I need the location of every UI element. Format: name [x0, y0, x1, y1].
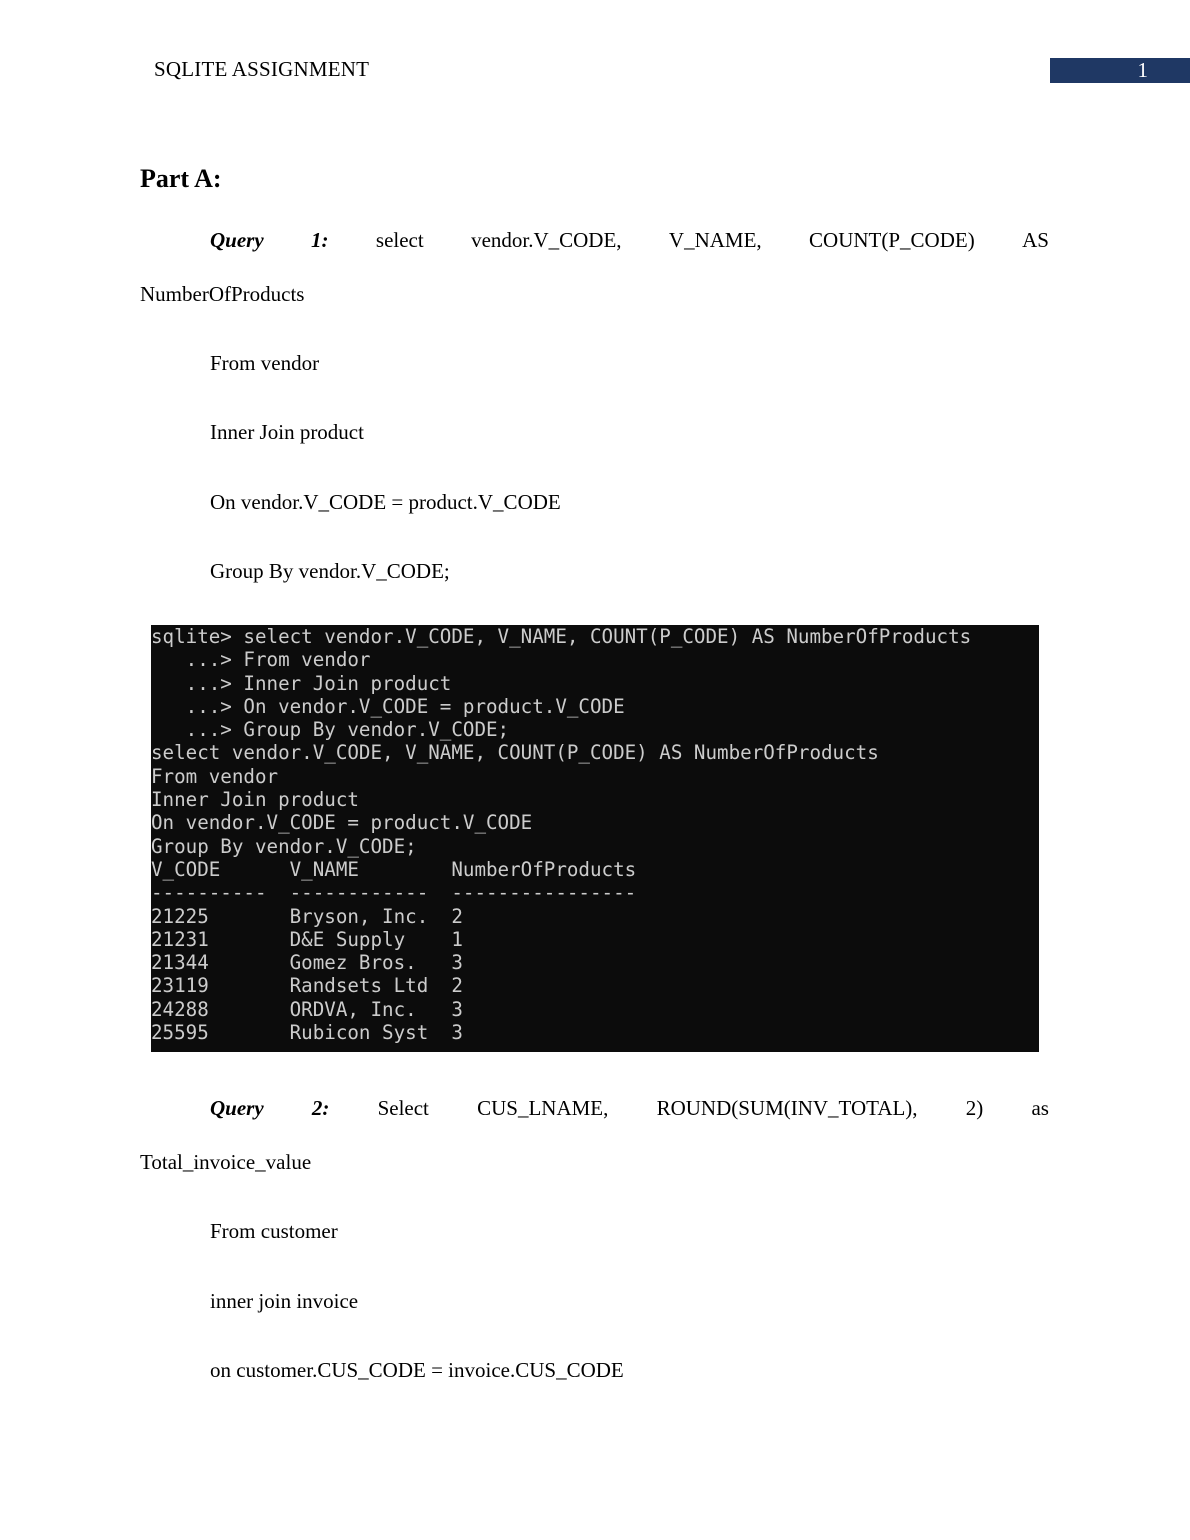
query2-label-number: 2: [311, 1096, 330, 1120]
query2-word: as [1031, 1096, 1049, 1120]
page-number-box [1050, 58, 1190, 83]
query2-word: Select [377, 1096, 429, 1120]
page-header-title: SQLITE ASSIGNMENT [154, 57, 370, 81]
query2-word: CUS_LNAME, [477, 1096, 609, 1120]
query1-continuation: NumberOfProducts [140, 282, 305, 306]
query1-label-word: Query [210, 228, 264, 252]
query1-word: V_NAME, [668, 228, 762, 252]
query1-first-line [210, 228, 1049, 252]
query1-line: Group By vendor.V_CODE; [210, 559, 450, 583]
query2-line: on customer.CUS_CODE = invoice.CUS_CODE [210, 1358, 624, 1382]
query1-line: Inner Join product [210, 420, 364, 444]
query2-continuation: Total_invoice_value [140, 1150, 312, 1174]
section-heading: Part A: [140, 164, 222, 193]
query1-line: On vendor.V_CODE = product.V_CODE [210, 490, 561, 514]
query2-first-line [210, 1096, 1049, 1120]
query1-label-number: 1: [311, 228, 329, 252]
query2-word: 2) [965, 1096, 984, 1120]
query2-line: inner join invoice [210, 1289, 359, 1313]
page-number: 1 [1137, 58, 1148, 82]
query1-word: select [375, 228, 424, 252]
query2-label-word: Query [210, 1096, 264, 1120]
query1-line: From vendor [210, 351, 320, 375]
query2-word: ROUND(SUM(INV_TOTAL), [656, 1096, 918, 1120]
query1-word: vendor.V_CODE, [471, 228, 622, 252]
terminal-screenshot [151, 625, 1039, 1052]
query1-word: AS [1022, 228, 1049, 252]
query1-word: COUNT(P_CODE) [809, 228, 975, 252]
terminal-output: sqlite> select vendor.V_CODE, V_NAME, COUNT(P_CODE) AS NumberOfProducts ...> From vendor ...> Inner Join product ...> On vendor.V_CODE = product.V_CODE ...> Group By vendor.V_CODE; select vendor.V_CODE, V_NAME, COUNT(P_CODE) AS NumberOfProducts From vendor Inner Join product On vendor.V_CODE = product.V_CODE Group By vendor.V_CODE; V_CODE V_NAME NumberOfProducts ---------- ------------ ---------------- 21225 Bryson, Inc. 2 21231 D&E Supply 1 21344 Gomez Bros. 3 23119 Randsets Ltd 2 24288 ORDVA, Inc. 3 25595 Rubicon Syst 3 [151, 625, 972, 1045]
query2-line: From customer [210, 1219, 338, 1243]
